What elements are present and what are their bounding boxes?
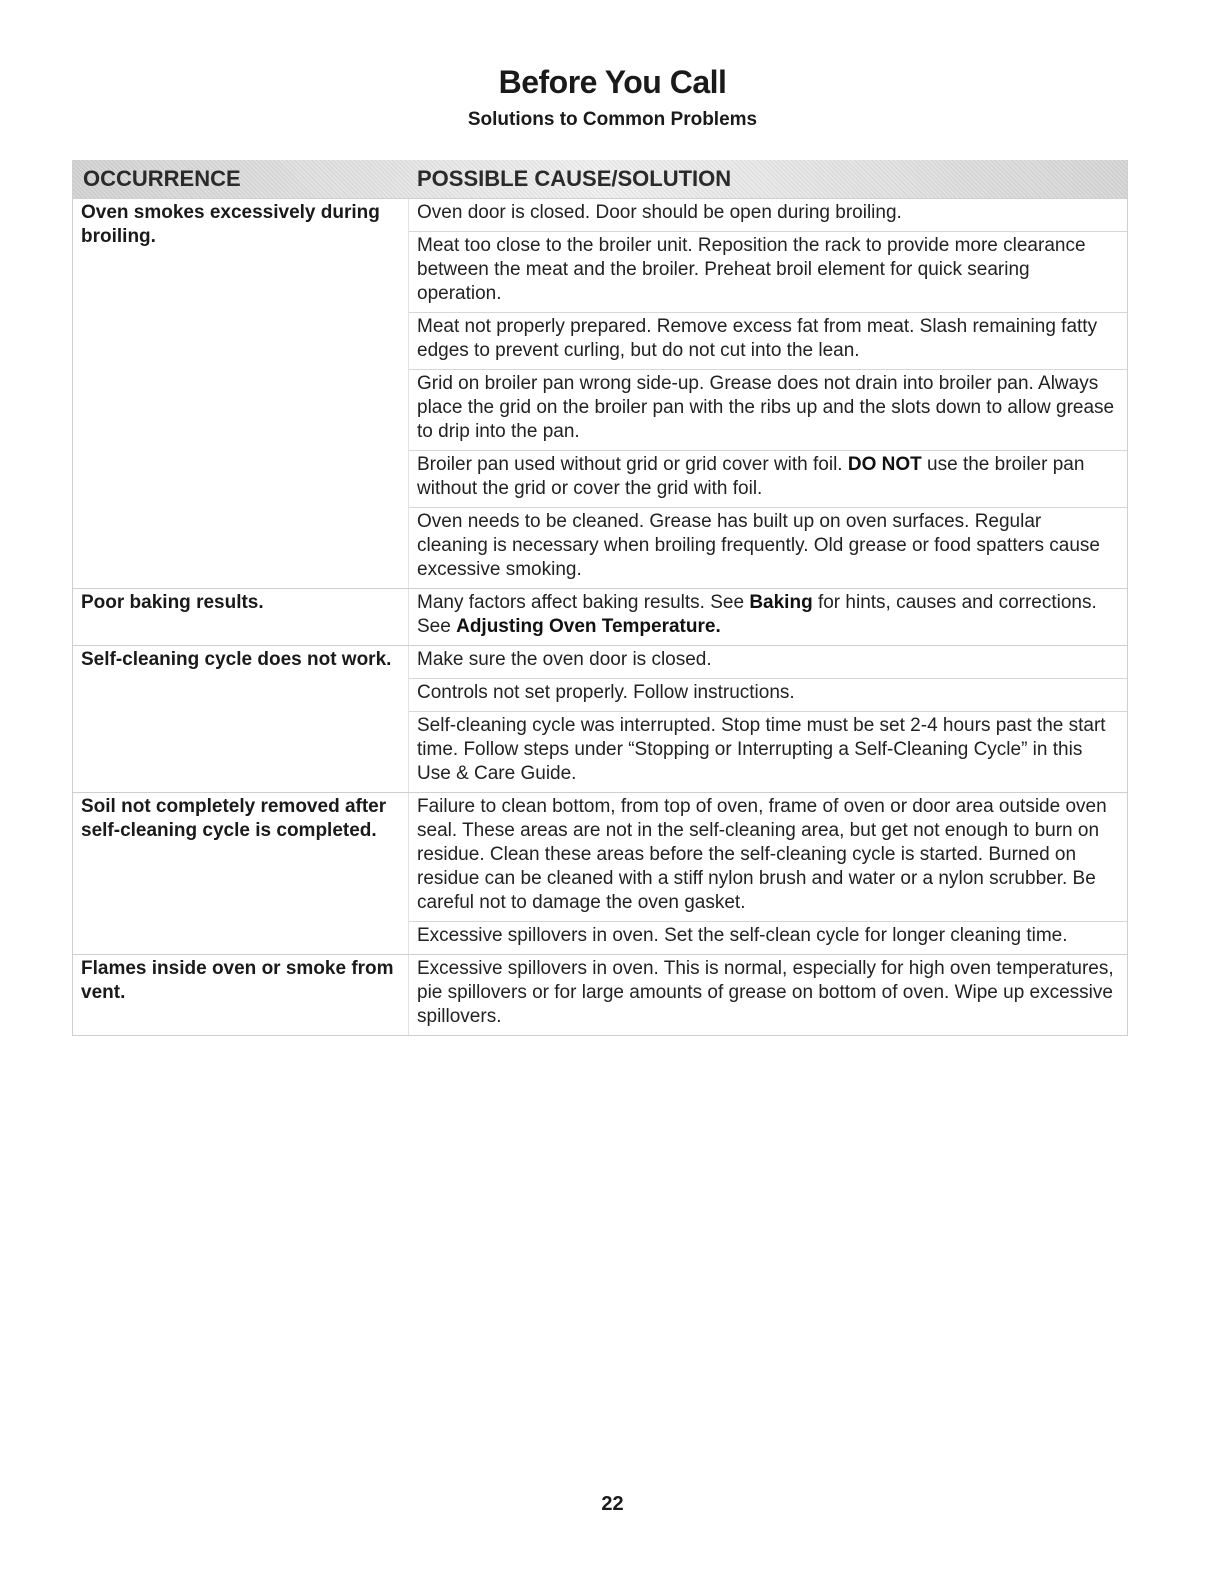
solution-item	[409, 450, 1127, 507]
solution-text: Meat too close to the broiler unit. Reposition the rack to provide more clearance between the meat and the broiler. Preheat broil element for quick searing operation.	[417, 235, 1086, 304]
solution-text: Broiler pan used without grid or grid cover with foil.	[417, 454, 848, 475]
page-number: 22	[601, 1493, 624, 1515]
solution-text: Controls not set properly. Follow instructions.	[417, 682, 795, 703]
solution-item	[409, 921, 1127, 954]
solution-text: for hints, causes and corrections. See	[417, 592, 1097, 637]
solution-item	[409, 199, 1127, 231]
problem-row	[73, 645, 1127, 792]
solution-item	[409, 369, 1127, 450]
solution-text: Self-cleaning cycle was interrupted. Stop time must be set 2-4 hours past the start time. Follow steps under “Stopping or Interrupting a Self-Cleaning Cycle” in this Use & Care Guide.	[417, 715, 1106, 784]
solution-item	[409, 646, 1127, 678]
solution-item	[409, 507, 1127, 588]
problem-row	[73, 588, 1127, 645]
solution-text: Make sure the oven door is closed.	[417, 649, 712, 670]
solutions-cell	[409, 646, 1127, 792]
occurrence-cell: Soil not completely removed after self-cleaning cycle is completed.	[73, 793, 409, 954]
solution-text: Excessive spillovers in oven. Set the self-clean cycle for longer cleaning time.	[417, 925, 1068, 946]
solution-text: Excessive spillovers in oven. This is normal, especially for high oven temperatures, pie spillovers or for large amounts of grease on bottom of oven. Wipe up excessive spillovers.	[417, 958, 1114, 1027]
solution-text: Oven needs to be cleaned. Grease has built up on oven surfaces. Regular cleaning is necessary when broiling frequently. Old grease or food spatters cause excessive smoking.	[417, 511, 1100, 580]
solution-item	[409, 793, 1127, 921]
occurrence-cell: Poor baking results.	[73, 589, 409, 645]
page-subtitle: Solutions to Common Problems	[467, 109, 758, 130]
solution-item	[409, 312, 1127, 369]
solution-item	[409, 955, 1127, 1035]
emphasis-text: Baking	[749, 592, 813, 613]
solutions-cell	[409, 955, 1127, 1035]
solution-item	[409, 678, 1127, 711]
emphasis-text: Adjusting Oven Temperature.	[456, 616, 721, 637]
solution-item	[409, 231, 1127, 312]
solution-text: Many factors affect baking results. See	[417, 592, 750, 613]
solutions-cell	[409, 793, 1127, 954]
solutions-cell	[409, 589, 1127, 645]
solution-text: Grid on broiler pan wrong side-up. Grease does not drain into broiler pan. Always place the grid on the broiler pan with the ribs up and the slots down to allow grease to drip into the pan.	[417, 373, 1115, 442]
solutions-cell	[409, 199, 1127, 588]
solution-text: Failure to clean bottom, from top of oven, frame of oven or door area outside oven seal. These areas are not in the self-cleaning area, but get not enough to burn on residue. Clean these areas before the self-cleaning cycle is started. Burned on residue can be cleaned with a stiff nylon brush and water or a nylon scrubber. Be careful not to damage the oven gasket.	[417, 796, 1107, 913]
occurrence-header: OCCURRENCE	[83, 166, 241, 191]
problem-row	[73, 198, 1127, 588]
page-title: Before You Call	[498, 64, 727, 100]
emphasis-text: DO NOT	[847, 454, 922, 475]
table-header	[73, 160, 1127, 198]
solution-text: Meat not properly prepared. Remove excess fat from meat. Slash remaining fatty edges to prevent curling, but do not cut into the lean.	[417, 316, 1098, 361]
solution-item	[409, 589, 1127, 645]
solution-text: use the broiler pan without the grid or cover the grid with foil.	[417, 454, 1085, 499]
problem-row	[73, 954, 1127, 1035]
occurrence-cell: Flames inside oven or smoke from vent.	[73, 955, 409, 1035]
solution-text: Oven door is closed. Door should be open during broiling.	[417, 202, 902, 223]
occurrence-cell: Oven smokes excessively during broiling.	[73, 199, 409, 588]
solution-item	[409, 711, 1127, 792]
table-body	[73, 198, 1127, 1035]
problem-row	[73, 792, 1127, 954]
solution-header: POSSIBLE CAUSE/SOLUTION	[417, 166, 732, 191]
troubleshooting-table	[72, 160, 1128, 1036]
occurrence-cell: Self-cleaning cycle does not work.	[73, 646, 409, 792]
